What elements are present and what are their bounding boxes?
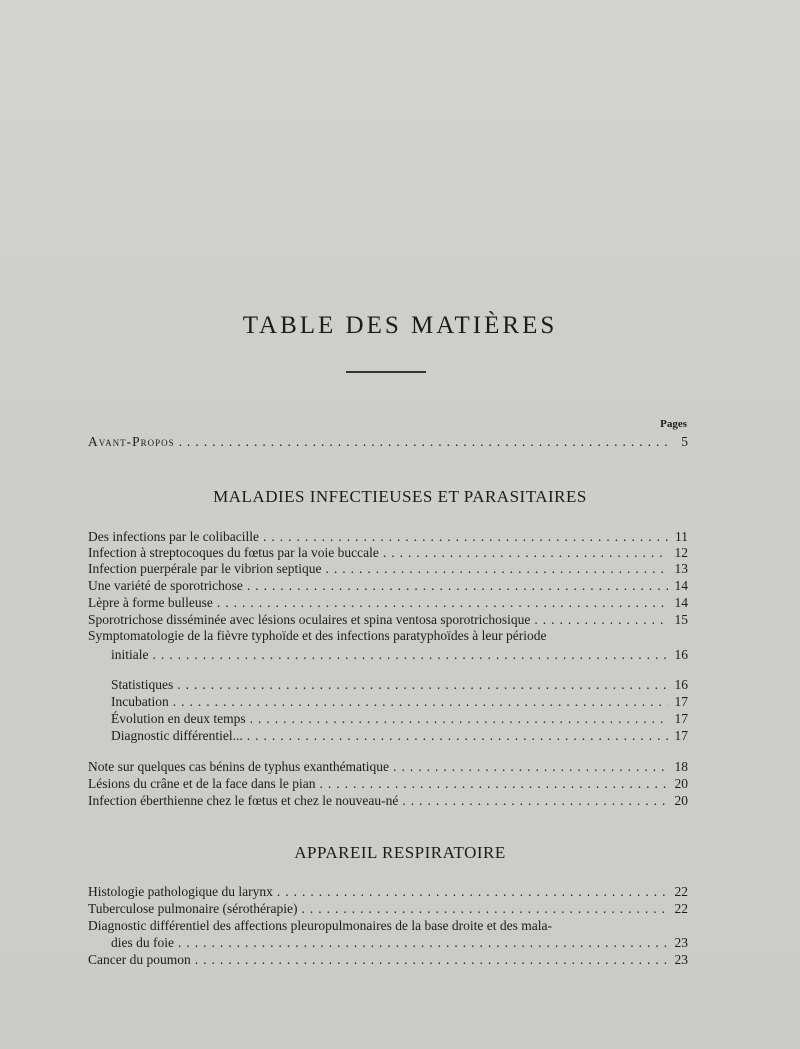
- toc-entry-label: Incubation: [111, 694, 169, 709]
- dot-leader: [263, 529, 668, 545]
- dot-leader: [320, 776, 668, 792]
- toc-entry-label: Infection à streptocoques du fœtus par la voie buccale: [88, 545, 379, 560]
- dot-leader: [393, 759, 668, 775]
- toc-subentry: [111, 677, 688, 693]
- toc-subentry: [111, 728, 688, 744]
- toc-entry-page: 17: [674, 728, 688, 743]
- toc-entry: [88, 952, 688, 968]
- toc-entry-label: Cancer du poumon: [88, 952, 191, 967]
- toc-subentry: [111, 711, 688, 727]
- toc-entry-page: 16: [674, 647, 688, 662]
- toc-entry-page: 17: [674, 711, 688, 726]
- toc-entry-line1: Diagnostic différentiel des affections pleuropulmonaires de la base droite et des mala-: [88, 918, 552, 933]
- toc-entry-page: 14: [674, 578, 688, 593]
- toc-entry-page: 12: [674, 545, 688, 560]
- section-heading-respiratoire: APPAREIL RESPIRATOIRE: [294, 843, 506, 862]
- pages-column-label: Pages: [660, 418, 687, 430]
- toc-entry-label: Statistiques: [111, 677, 174, 692]
- toc-entry-page: 22: [674, 901, 688, 916]
- toc-entry-label: Infection éberthienne chez le fœtus et chez le nouveau-né: [88, 793, 399, 808]
- toc-entry-label: Sporotrichose disséminée avec lésions oculaires et spina ventosa sporotrichosique: [88, 612, 531, 627]
- dot-leader: [326, 561, 668, 577]
- toc-entry: [88, 793, 688, 809]
- toc-entry-label: dies du foie: [111, 935, 174, 950]
- page-title: TABLE DES MATIÈRES: [242, 312, 558, 339]
- section-heading-maladies: MALADIES INFECTIEUSES ET PARASITAIRES: [213, 487, 587, 506]
- dot-leader: [177, 677, 668, 693]
- toc-entry: [88, 759, 688, 775]
- toc-entry-label: Lèpre à forme bulleuse: [88, 595, 213, 610]
- toc-entry-page: 15: [674, 612, 688, 627]
- toc-entry: [111, 935, 688, 951]
- dot-leader: [277, 884, 668, 900]
- toc-entry: [88, 901, 688, 917]
- toc-entry-page: 20: [674, 793, 688, 808]
- dot-leader: [301, 901, 668, 917]
- dot-leader: [247, 728, 668, 744]
- toc-entry-avant-propos: [88, 434, 688, 450]
- toc-entry-label: Histologie pathologique du larynx: [88, 884, 273, 899]
- toc-entry-page: 16: [674, 677, 688, 692]
- toc-entry: [88, 884, 688, 900]
- toc-entry: [88, 561, 688, 577]
- toc-entry-label: Tuberculose pulmonaire (sérothérapie): [88, 901, 298, 916]
- toc-entry-page: 23: [674, 952, 688, 967]
- toc-entry: [88, 776, 688, 792]
- dot-leader: [534, 612, 668, 628]
- toc-entry: [88, 578, 688, 594]
- toc-entry-page: 11: [675, 529, 688, 544]
- toc-entry-page: 23: [674, 935, 688, 950]
- toc-entry-label: Avant-Propos: [88, 434, 175, 449]
- toc-entry-label: Infection puerpérale par le vibrion septique: [88, 561, 322, 576]
- toc-subentry: [111, 694, 688, 710]
- toc-entry-label: Évolution en deux temps: [111, 711, 246, 726]
- toc-entry: [88, 545, 688, 561]
- toc-entry-label: Des infections par le colibacille: [88, 529, 259, 544]
- toc-entry-page: 22: [674, 884, 688, 899]
- toc-entry-page: 14: [674, 595, 688, 610]
- dot-leader: [250, 711, 668, 727]
- dot-leader: [179, 434, 668, 450]
- toc-entry-page: 5: [681, 434, 688, 449]
- toc-entry-page: 18: [674, 759, 688, 774]
- dot-leader: [173, 694, 668, 710]
- dot-leader: [402, 793, 668, 809]
- dot-leader: [178, 935, 668, 951]
- toc-entry: [88, 529, 688, 545]
- dot-leader: [383, 545, 668, 561]
- toc-entry-label: Diagnostic différentiel...: [111, 728, 243, 743]
- toc-entry-page: 20: [674, 776, 688, 791]
- toc-entry-line1: Symptomatologie de la fièvre typhoïde et des infections paratyphoïdes à leur période: [88, 628, 547, 643]
- toc-entry-page: 17: [674, 694, 688, 709]
- toc-entry: [111, 647, 688, 663]
- toc-entry-label: initiale: [111, 647, 149, 662]
- title-rule: [346, 371, 426, 373]
- dot-leader: [153, 647, 669, 663]
- toc-entry: [88, 612, 688, 628]
- dot-leader: [247, 578, 668, 594]
- dot-leader: [195, 952, 668, 968]
- toc-entry-label: Une variété de sporotrichose: [88, 578, 243, 593]
- toc-entry: [88, 595, 688, 611]
- toc-entry-label: Note sur quelques cas bénins de typhus exanthématique: [88, 759, 390, 774]
- dot-leader: [217, 595, 668, 611]
- toc-entry-label: Lésions du crâne et de la face dans le pian: [88, 776, 316, 791]
- toc-entry-page: 13: [674, 561, 688, 576]
